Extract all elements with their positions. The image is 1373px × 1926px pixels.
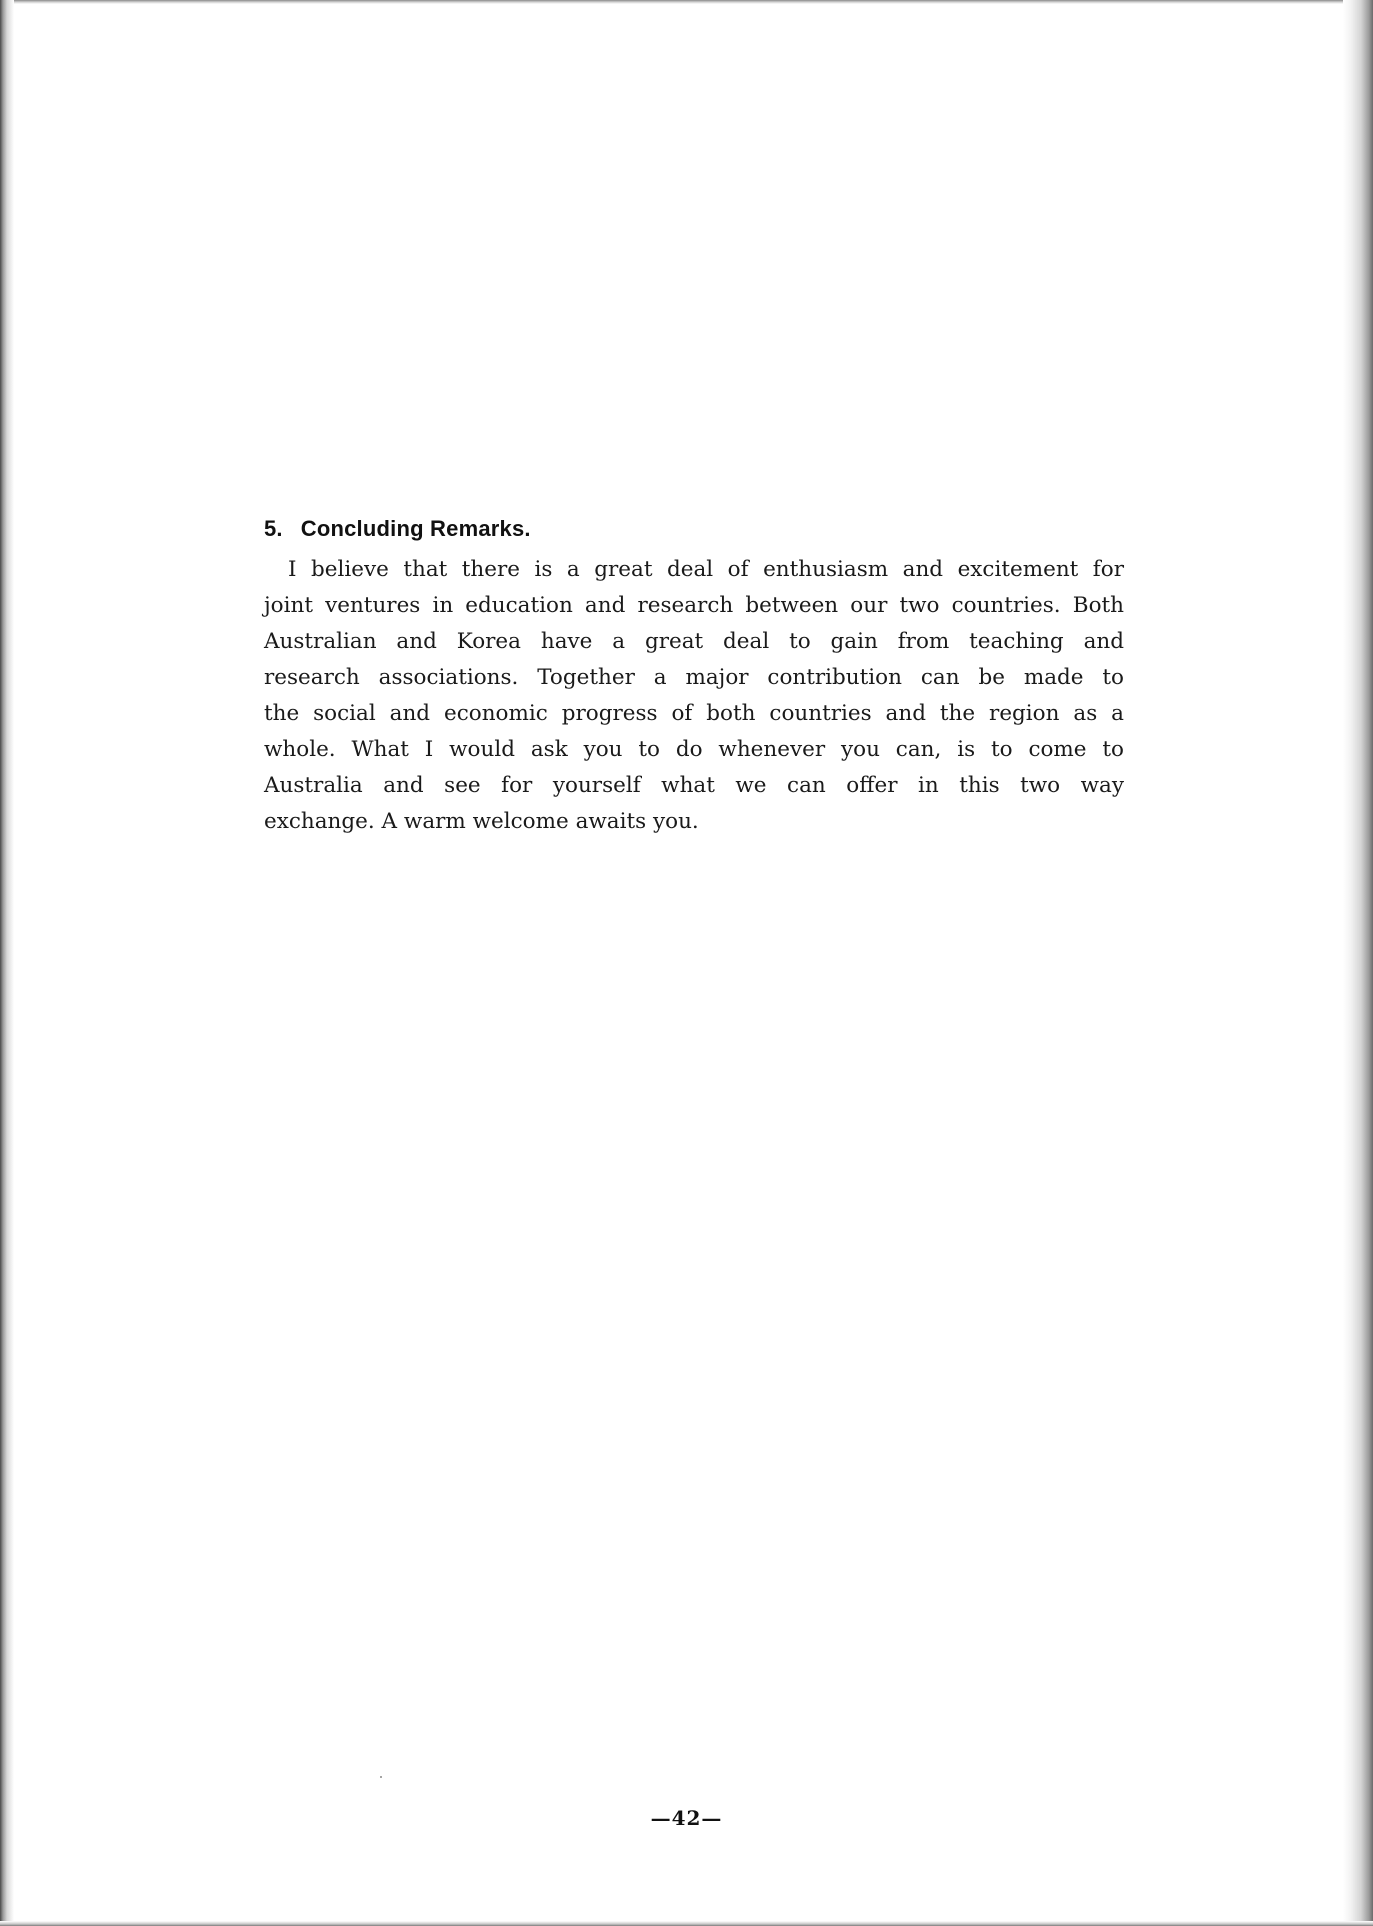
page-edge-top	[0, 0, 1373, 4]
paragraph-line: whole. What I would ask you to do whenever you can, is to come to	[264, 737, 1124, 762]
paragraph-line: exchange. A warm welcome awaits you.	[264, 809, 699, 834]
page-edge-bottom	[0, 1921, 1373, 1926]
section-heading	[264, 516, 531, 542]
page-number: —42—	[650, 1806, 723, 1830]
scan-speck	[380, 1776, 382, 1778]
paragraph-line: Australia and see for yourself what we can offer in this two way	[264, 773, 1124, 798]
paragraph-line: the social and economic progress of both countries and the region as a	[264, 701, 1124, 726]
section-number: 5.	[264, 516, 283, 541]
section-title: Concluding Remarks.	[300, 516, 531, 541]
paragraph-line: joint ventures in education and research between our two countries. Both	[264, 593, 1124, 618]
paragraph-line: research associations. Together a major contribution can be made to	[264, 665, 1124, 690]
paragraph-line: Australian and Korea have a great deal to gain from teaching and	[264, 629, 1124, 654]
page-edge-right	[1343, 0, 1373, 1926]
body-paragraph	[264, 552, 1124, 840]
paragraph-line: I believe that there is a great deal of enthusiasm and excitement for	[288, 557, 1124, 582]
page-edge-left	[0, 0, 14, 1926]
